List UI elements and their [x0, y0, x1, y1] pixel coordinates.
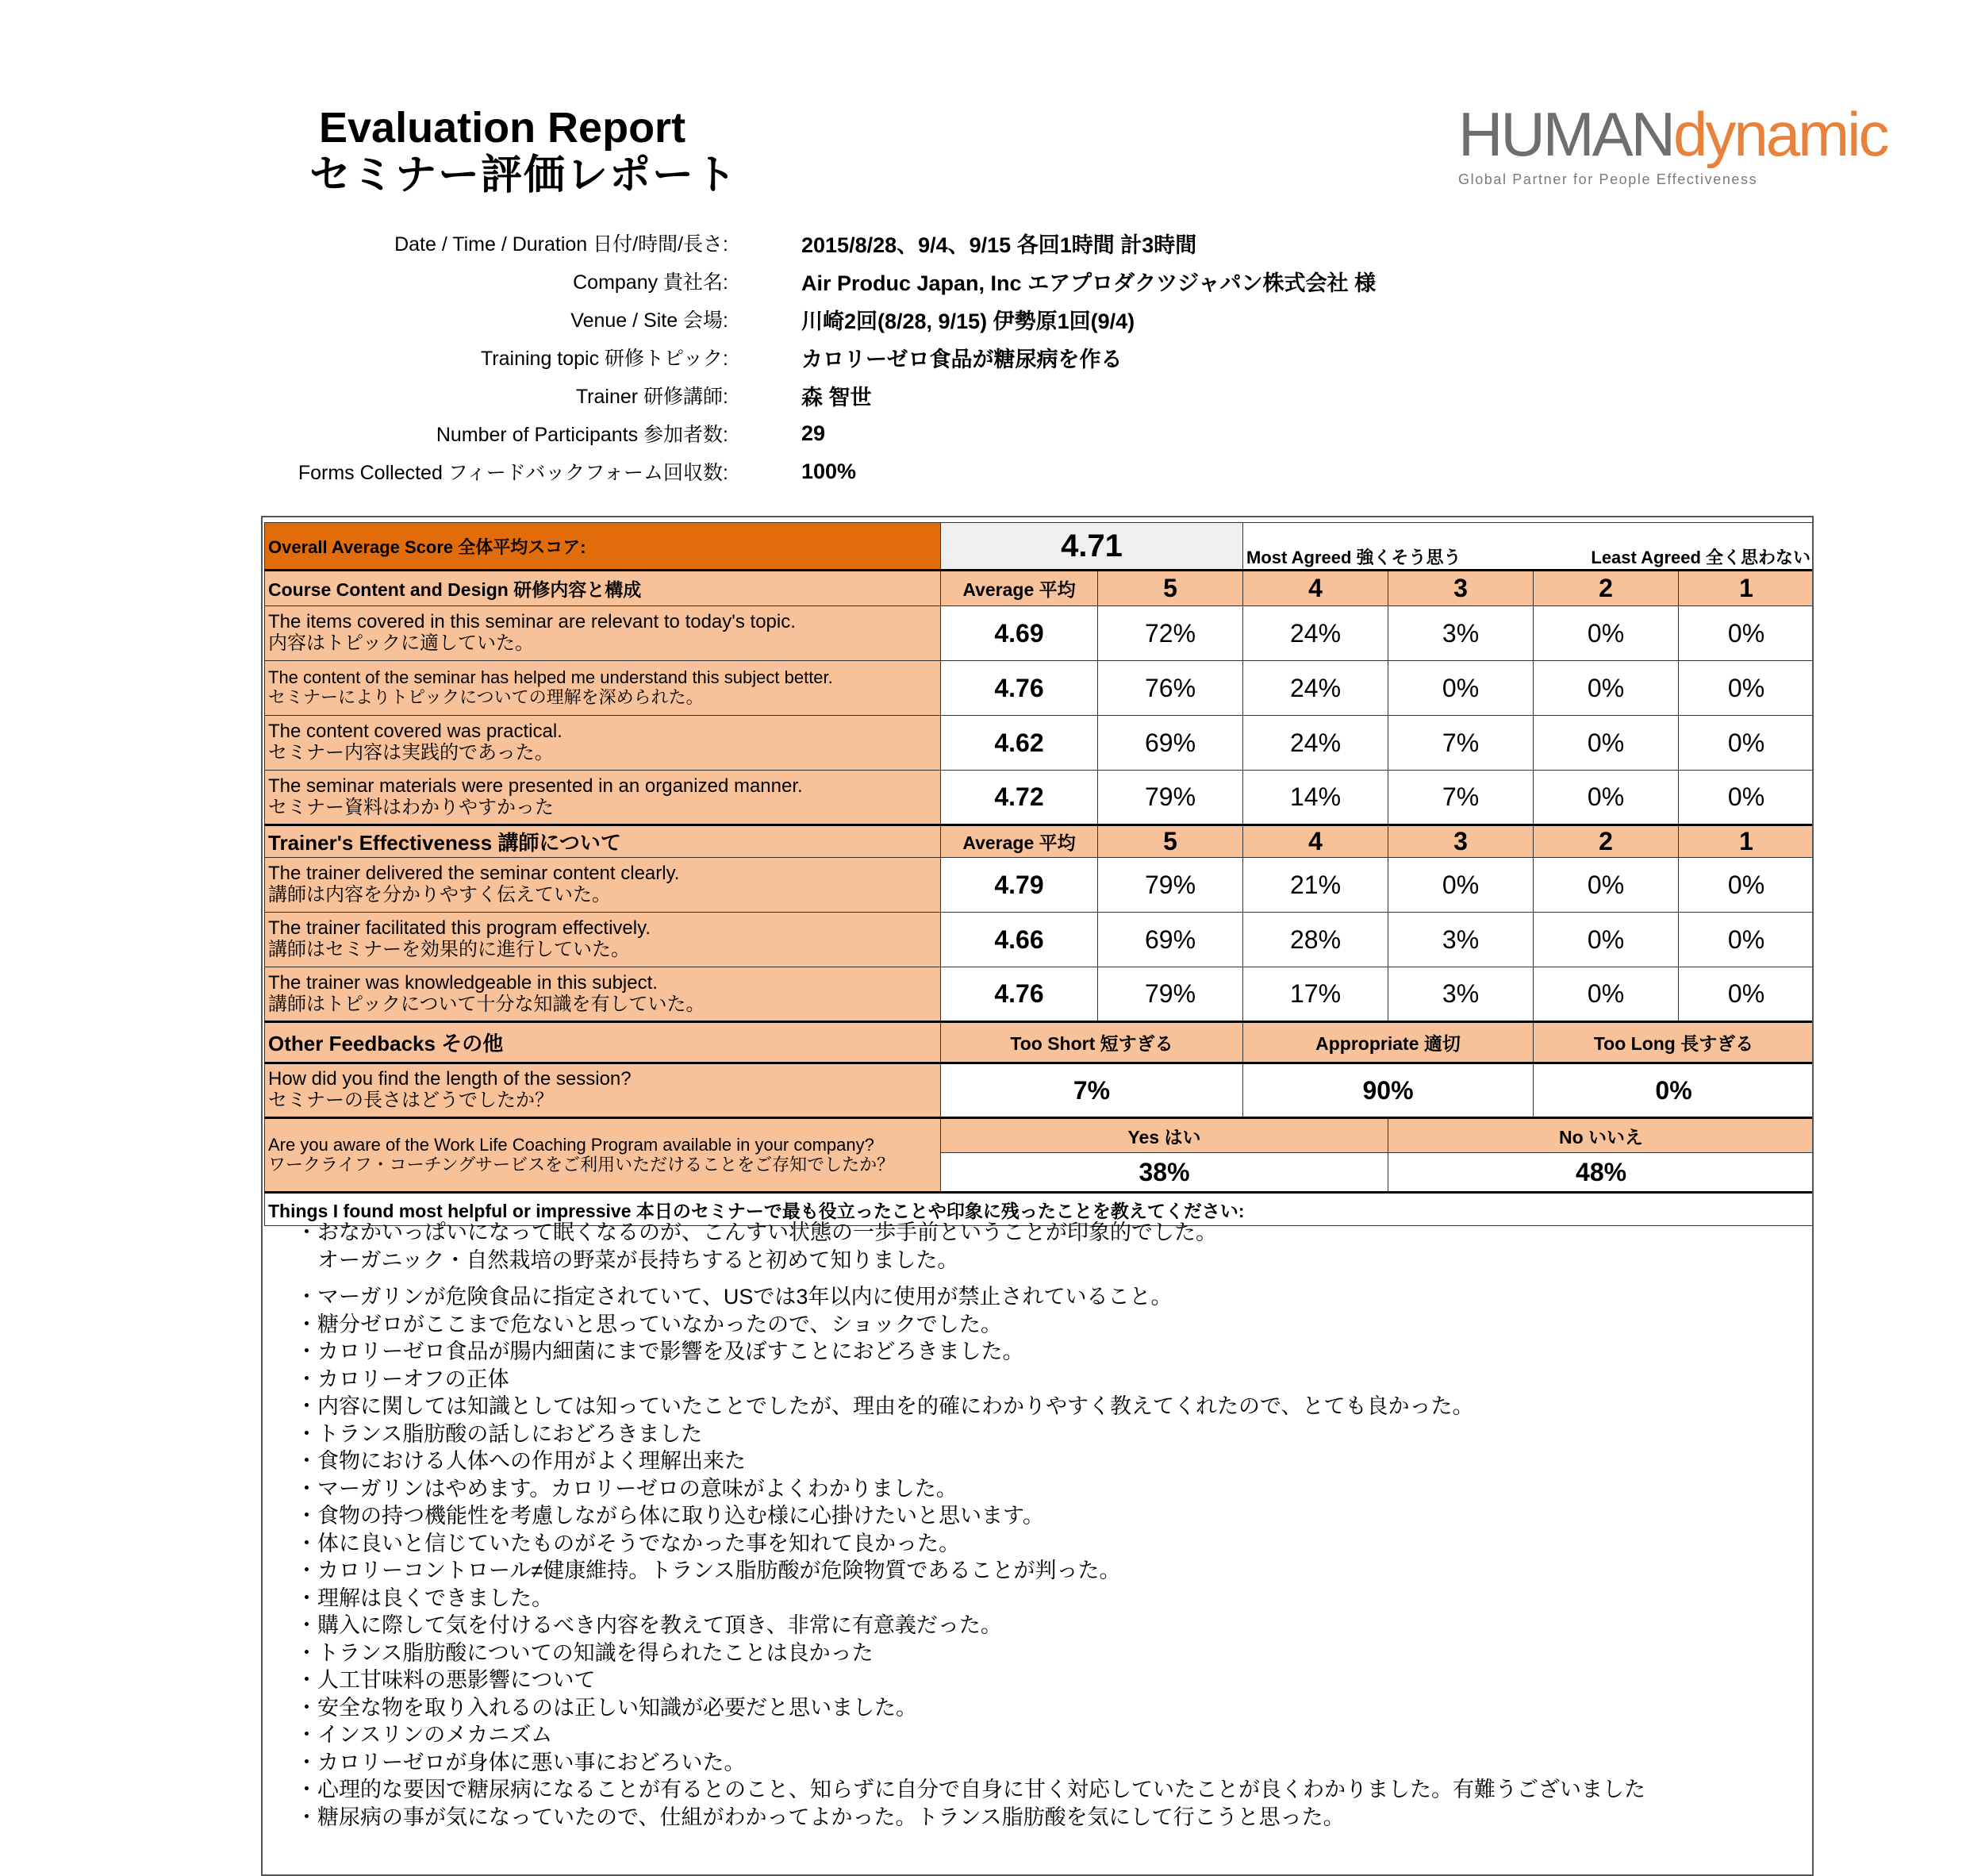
info-row-topic: Training topic 研修トピック: カロリーゼロ食品が糖尿病を作る	[480, 347, 1123, 371]
pct-2: 0%	[1534, 967, 1679, 1022]
trainer-section-title: Trainer's Effectiveness 講師について	[265, 825, 941, 858]
pct-4: 21%	[1243, 858, 1388, 913]
overall-row	[265, 523, 1814, 571]
pct-5: 76%	[1098, 661, 1243, 716]
logo-tagline: Global Partner for People Effectiveness	[1458, 171, 1758, 187]
list-item: ・マーガリンが危険食品に指定されていて、USでは3年以内に使用が禁止されていること。	[296, 1285, 1173, 1309]
too-long-header: Too Long 長すぎる	[1534, 1022, 1814, 1063]
question-cell: The content of the seminar has helped me understand this subject better. セミナーによりトピックについての理解を深められた。	[265, 661, 941, 716]
average-value: 4.72	[941, 771, 1098, 825]
pct-3: 0%	[1388, 858, 1534, 913]
scale-2-header: 2	[1534, 571, 1679, 606]
question-cell: The seminar materials were presented in an organized manner. セミナー資料はわかりやすかった	[265, 771, 941, 825]
pct-2: 0%	[1534, 661, 1679, 716]
average-value: 4.62	[941, 716, 1098, 771]
scale-1-header: 1	[1679, 571, 1814, 606]
no-value: 48%	[1388, 1153, 1814, 1193]
pct-3: 3%	[1388, 913, 1534, 967]
no-header: No いいえ	[1388, 1118, 1814, 1153]
title-ja: セミナー評価レポート	[309, 152, 739, 199]
question-cell: The items covered in this seminar are relevant to today's topic. 内容はトピックに適していた。	[265, 606, 941, 661]
pct-5: 69%	[1098, 913, 1243, 967]
pct-4: 14%	[1243, 771, 1388, 825]
pct-3: 3%	[1388, 967, 1534, 1022]
question-cell: The content covered was practical. セミナー内容は実践的であった。	[265, 716, 941, 771]
yes-header: Yes はい	[941, 1118, 1388, 1153]
pct-5: 79%	[1098, 858, 1243, 913]
agreement-legend	[1243, 523, 1814, 571]
pct-4: 24%	[1243, 606, 1388, 661]
table-row	[265, 858, 1814, 913]
too-short-header: Too Short 短すぎる	[941, 1022, 1243, 1063]
list-item: ・インスリンのメカニズム	[296, 1723, 553, 1747]
list-item: ・安全な物を取り入れるのは正しい知識が必要だと思いました。	[296, 1695, 917, 1720]
pct-1: 0%	[1679, 858, 1814, 913]
table-row	[265, 967, 1814, 1022]
pct-4: 24%	[1243, 661, 1388, 716]
scale-3-header: 3	[1388, 825, 1534, 858]
least-agreed-label: Least Agreed 全く思わない	[1591, 548, 1811, 567]
scale-4-header: 4	[1243, 571, 1388, 606]
evaluation-table-frame	[261, 516, 1814, 1876]
comments-title: Things I found most helpful or impressive 本日のセミナーで最も役立ったことや印象に残ったことを教えてください:	[265, 1193, 1814, 1226]
title-en: Evaluation Report	[319, 104, 686, 152]
scale-1-header: 1	[1679, 825, 1814, 858]
pct-2: 0%	[1534, 913, 1679, 967]
question-cell: The trainer facilitated this program effectively. 講師はセミナーを効果的に進行していた。	[265, 913, 941, 967]
scale-5-header: 5	[1098, 825, 1243, 858]
average-value: 4.76	[941, 661, 1098, 716]
list-item: ・トランス脂肪酸の話しにおどろきました	[296, 1421, 703, 1446]
list-item: ・糖分ゼロがここまで危ないと思っていなかったので、ショックでした。	[296, 1312, 1002, 1336]
appropriate-header: Appropriate 適切	[1243, 1022, 1534, 1063]
length-too-long-value: 0%	[1534, 1063, 1814, 1118]
pct-4: 24%	[1243, 716, 1388, 771]
evaluation-table	[264, 522, 1814, 1226]
pct-3: 0%	[1388, 661, 1534, 716]
awareness-question: Are you aware of the Work Life Coaching Program available in your company? ワークライフ・コーチングサービスをご利用いただけることをご存知でしたか？	[265, 1118, 941, 1193]
length-appropriate-value: 90%	[1243, 1063, 1534, 1118]
list-item: ・体に良いと信じていたものがそうでなかった事を知れて良かった。	[296, 1531, 960, 1555]
scale-5-header: 5	[1098, 571, 1243, 606]
pct-4: 17%	[1243, 967, 1388, 1022]
overall-score: 4.71	[941, 523, 1243, 571]
length-row	[265, 1063, 1814, 1118]
question-cell: The trainer delivered the seminar content clearly. 講師は内容を分かりやすく伝えていた。	[265, 858, 941, 913]
pct-5: 69%	[1098, 716, 1243, 771]
info-row-participants: Number of Participants 参加者数: 29	[436, 421, 826, 446]
list-item: ・糖尿病の事が気になっていたので、仕組がわかってよかった。トランス脂肪酸を気にして行こうと思った。	[296, 1805, 1345, 1829]
pct-3: 7%	[1388, 771, 1534, 825]
list-item: ・理解は良くできました。	[296, 1586, 553, 1610]
table-row	[265, 716, 1814, 771]
list-item: ・カロリーゼロ食品が腸内細菌にまで影響を及ぼすことにおどろきました。	[296, 1340, 1024, 1363]
most-agreed-label: Most Agreed 強くそう思う	[1246, 548, 1461, 567]
list-item: ・購入に際して気を付けるべき内容を教えて頂き、非常に有意義だった。	[296, 1613, 1002, 1637]
list-item: ・カロリーオフの正体	[296, 1367, 509, 1391]
table-row	[265, 661, 1814, 716]
list-item: ・おなかいっぱいになって眠くなるのが、こんすい状態の一歩手前ということが印象的でした。	[296, 1221, 1217, 1244]
comments-list	[263, 1219, 1812, 1831]
overall-label: Overall Average Score 全体平均スコア:	[265, 523, 941, 571]
list-item: オーガニック・自然栽培の野菜が長持ちすると初めて知りました。	[296, 1247, 959, 1272]
pct-3: 3%	[1388, 606, 1534, 661]
list-item: ・食物における人体への作用がよく理解出来た	[296, 1449, 746, 1473]
pct-4: 28%	[1243, 913, 1388, 967]
logo-wordmark: HUMANdynamic	[1458, 99, 1887, 169]
average-header: Average 平均	[941, 825, 1098, 858]
pct-5: 72%	[1098, 606, 1243, 661]
info-row-date: Date / Time / Duration 日付/時間/長さ: 2015/8/28、9/4、9/15 各回1時間 計3時間	[394, 233, 1197, 257]
pct-5: 79%	[1098, 771, 1243, 825]
info-row-forms: Forms Collected フィードバックフォーム回収数: 100%	[298, 459, 857, 484]
scale-4-header: 4	[1243, 825, 1388, 858]
list-item: ・心理的な要因で糖尿病になることが有るとのこと、知らずに自分で自身に甘く対応していたことが良くわかりました。有難うございました	[296, 1778, 1645, 1801]
pct-1: 0%	[1679, 661, 1814, 716]
question-cell: The trainer was knowledgeable in this subject. 講師はトピックについて十分な知識を有していた。	[265, 967, 941, 1022]
list-item: ・トランス脂肪酸についての知識を得られたことは良かった	[296, 1640, 874, 1665]
pct-1: 0%	[1679, 606, 1814, 661]
humandynamic-logo	[1458, 99, 1887, 188]
other-section-title: Other Feedbacks その他	[265, 1022, 941, 1063]
list-item: ・カロリーゼロが身体に悪い事におどろいた。	[296, 1750, 746, 1774]
list-item: ・マーガリンはやめます。カロリーゼロの意味がよくわかりました。	[296, 1476, 958, 1501]
info-row-venue: Venue / Site 会場: 川崎2回(8/28, 9/15) 伊勢原1回(9/4)	[570, 309, 1135, 333]
other-header-row	[265, 1022, 1814, 1063]
length-question: How did you find the length of the session? セミナーの長さはどうでしたか？	[265, 1063, 941, 1118]
table-row	[265, 771, 1814, 825]
pct-2: 0%	[1534, 606, 1679, 661]
yes-value: 38%	[941, 1153, 1388, 1193]
pct-3: 7%	[1388, 716, 1534, 771]
list-item: ・内容に関しては知識としては知っていたことでしたが、理由を的確にわかりやすく教えてくれたので、とても良かった。	[296, 1394, 1474, 1418]
info-row-company: Company 貴社名: Air Produc Japan, Inc エアプロダクツジャパン株式会社 様	[573, 271, 1377, 295]
average-value: 4.66	[941, 913, 1098, 967]
pct-1: 0%	[1679, 716, 1814, 771]
table-row	[265, 606, 1814, 661]
pct-1: 0%	[1679, 913, 1814, 967]
pct-1: 0%	[1679, 967, 1814, 1022]
list-item: ・食物の持つ機能性を考慮しながら体に取り込む様に心掛けたいと思います。	[296, 1504, 1044, 1528]
length-too-short-value: 7%	[941, 1063, 1243, 1118]
awareness-header-row	[265, 1118, 1814, 1153]
pct-2: 0%	[1534, 858, 1679, 913]
course-header-row	[265, 571, 1814, 606]
pct-2: 0%	[1534, 716, 1679, 771]
info-row-trainer: Trainer 研修講師: 森 智世	[575, 385, 872, 409]
pct-5: 79%	[1098, 967, 1243, 1022]
average-value: 4.79	[941, 858, 1098, 913]
report-title	[309, 103, 738, 200]
seminar-info	[238, 224, 1587, 490]
scale-3-header: 3	[1388, 571, 1534, 606]
list-item: ・人工甘味料の悪影響について	[296, 1668, 596, 1692]
pct-2: 0%	[1534, 771, 1679, 825]
trainer-header-row	[265, 825, 1814, 858]
scale-2-header: 2	[1534, 825, 1679, 858]
average-header: Average 平均	[941, 571, 1098, 606]
course-section-title: Course Content and Design 研修内容と構成	[265, 571, 941, 606]
average-value: 4.76	[941, 967, 1098, 1022]
average-value: 4.69	[941, 606, 1098, 661]
pct-1: 0%	[1679, 771, 1814, 825]
list-item: ・カロリーコントロール≠健康維持。トランス脂肪酸が危険物質であることが判った。	[296, 1559, 1121, 1582]
table-row	[265, 913, 1814, 967]
